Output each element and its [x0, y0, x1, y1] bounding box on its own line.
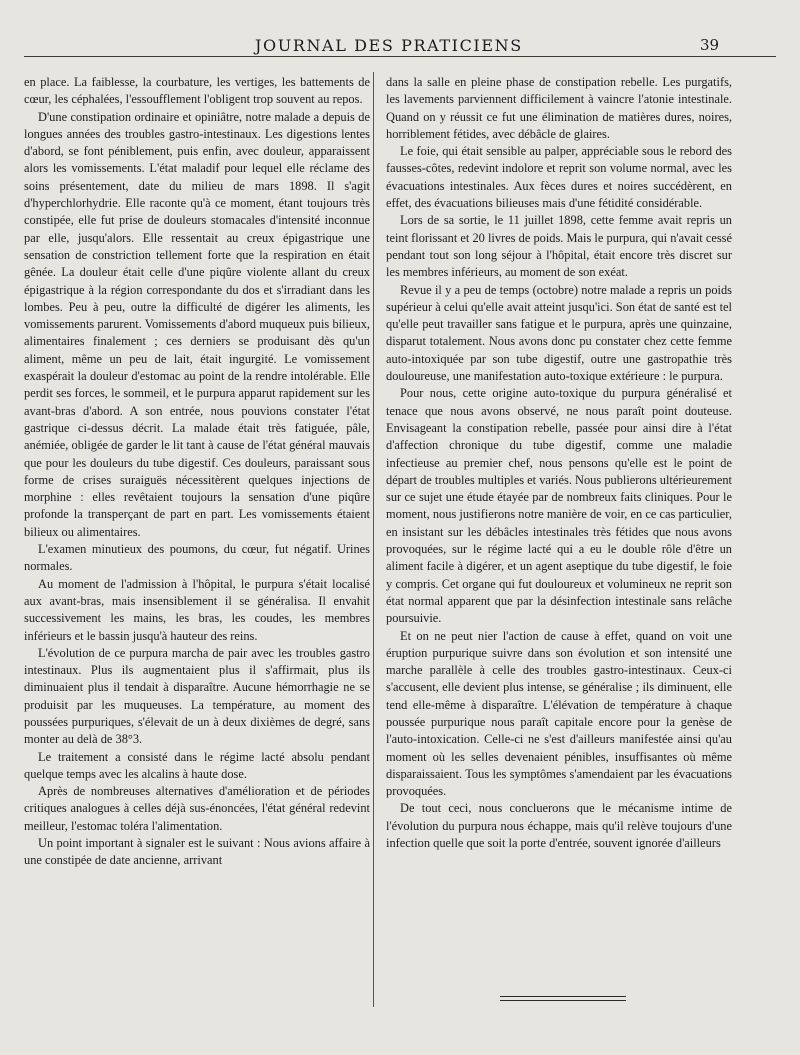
journal-title: JOURNAL DES PRATICIENS: [255, 36, 523, 55]
paragraph: Pour nous, cette origine auto-toxique du purpura généralisé et tenace que nous avons observé, ne nous paraît point douteuse. Envisageant la constipation rebelle, passée pour ainsi dire à l'état d'affection chronique du tube digestif, comme une maladie infectieuse au premier chef, nous pensons qu'elle est le point de départ de troubles multiples et variés. Nous publierons ultérieurement sur ce sujet une étude étayée par de nombreux faits cliniques. Pour le moment, nous justifierons notre manière de voir, en ce cas particulier, en insistant sur les débâcles intestinales très fétides que nous avons provoquées, sur le régime lacté qui a eu le double rôle d'être un aliment facile à digérer, et un agent aseptique du tube digestif, le foie y compris. Cet organe qui fut douloureux et volumineux ne reprit son état normal apparent que par la désinfection intestinale sans relâche poursuivie.: [386, 386, 732, 626]
right-column: [386, 74, 732, 1014]
paragraph: Et on ne peut nier l'action de cause à effet, quand on voit une éruption purpurique suivre dans son évolution et son intensité une marche parallèle à celle des troubles gastro-intestinaux. Ceux-ci s'accusent, elle devient plus intense, se généralise ; ils diminuent, elle tend elle-même à disparaître. L'élévation de température à chaque poussée purpurique nous paraît capitale encore pour la genèse de l'auto-intoxication. Celle-ci ne s'est d'ailleurs manifestée ainsi qu'au moment où les selles devenaient pénibles, insuffisantes où même disparaissaient. Tous les symptômes s'amendaient par les évacuations provoquées.: [386, 628, 732, 799]
paragraph: Le foie, qui était sensible au palper, appréciable sous le rebord des fausses-côtes, redevint indolore et reprit son volume normal, avec les évacuations intestinales. Aux fèces dures et noires succédèrent, en effet, des évacuations bilieuses mais d'une fétidité considérable.: [386, 144, 732, 211]
paragraph: en place. La faiblesse, la courbature, les vertiges, les battements de cœur, les céphalées, l'essoufflement l'obligent trop souvent au repos.: [24, 75, 370, 107]
end-of-article-rule: [500, 996, 626, 1001]
paragraph: Après de nombreuses alternatives d'amélioration et de périodes critiques analogues à celles déjà sus-énoncées, l'état général redevint meilleur, l'estomac toléra l'alimentation.: [24, 784, 370, 833]
paragraph: L'examen minutieux des poumons, du cœur, fut négatif. Urines normales.: [24, 542, 370, 574]
header-rule: [24, 56, 776, 57]
paragraph: dans la salle en pleine phase de constipation rebelle. Les purgatifs, les lavements parviennent difficilement à vaincre l'atonie intestinale. Quand on y réussit ce fut une élimination de matières dures, noires, horriblement fétides, avec débâcle de glaires.: [386, 75, 732, 141]
paragraph: De tout ceci, nous concluerons que le mécanisme intime de l'évolution du purpura nous échappe, mais qu'il relève toujours d'une infection quelle que soit la porte d'entrée, souvent ignorée d'ailleurs: [386, 801, 732, 851]
paragraph: Revue il y a peu de temps (octobre) notre malade a repris un poids supérieur à celui qu'elle avait atteint jusqu'ici. Son état de santé est tel qu'elle peut travailler sans fatigue et le purpura, après une quinzaine, disparut totalement. Nous avons donc pu constater chez cette femme auto-intoxiquée par son tube digestif, outre une gastropathie très douloureuse, une manifestation auto-toxique extérieure : le purpura.: [386, 282, 732, 384]
paragraph: Au moment de l'admission à l'hôpital, le purpura s'était localisé aux avant-bras, mais insensiblement il se généralisa. Il envahit successivement les mains, les bras, les coudes, les membres inférieurs et le bassin jusqu'à hauteur des reins.: [24, 576, 370, 643]
left-column: [24, 74, 370, 1014]
running-header: [0, 30, 800, 56]
paragraph: D'une constipation ordinaire et opiniâtre, notre malade a depuis de longues années des troubles gastro-intestinaux. Les digestions lentes d'abord, se font péniblement, puis enfin, avec douleur, apparaissent alors les vomissements. L'état maladif pour lequel elle réclame des soins présentement, date du milieu de mars 1898. Il s'agit d'hyperchlorhydrie. Elle raconte qu'à ce moment, étant toujours très constipée, elle fut prise de douleurs stomacales d'intensité inconnue par elle, jusqu'alors. Elle ressentait au creux épigastrique une sensation de constriction tellement forte que la respiration en était gênée. La douleur était celle d'une piqûre violente allant du creux épigastrique à la région correspondante du dos et s'irradiant dans les lombes. Peu à peu, outre la difficulté de digérer les aliments, les vomissements parurent. Vomissements d'abord muqueux puis bilieux, alimentaires finalement ; ces derniers se produisant dès qu'un aliment, même un peu de lait, était ingurgité. Le vomissement exaspérait la douleur d'estomac au point de la rendre intolérable. Elle perdit ses forces, le sommeil, et le purpura apparut rapidement sur les avant-bras d'abord. A son entrée, nous pouvions constater l'état gastrique ci-dessus décrit. La malade était très fatiguée, pâle, anémiée, obligée de garder le lit tant à cause de l'état général mauvais que pour les douleurs du tube digestif. Ces douleurs, paraissant sous forme de crises suraiguës nécessitèrent quelques injections de morphine : elles revêtaient toujours la sensation d'une piqûre profonde la transperçant de part en part. Les vomissements étaient bilieux ou alimentaires.: [24, 109, 370, 539]
column-divider: [373, 72, 374, 1007]
paragraph: Un point important à signaler est le suivant : Nous avions affaire à une constipée de date ancienne, arrivant: [24, 836, 370, 868]
page-number: 39: [700, 36, 720, 54]
paragraph: L'évolution de ce purpura marcha de pair avec les troubles gastro intestinaux. Plus ils augmentaient plus il s'affirmait, plus ils diminuaient plus il tendait à disparaître. Aucune hémorrhagie ne se produisit par les muqueuses. La température, au moment des poussées purpuriques, s'élevait de un à deux dixièmes de degré, sans monter au delà de 38°3.: [24, 645, 370, 747]
paragraph: Lors de sa sortie, le 11 juillet 1898, cette femme avait repris un teint florissant et 20 livres de poids. Mais le purpura, qui n'avait cessé pendant tout son long séjour à l'hôpital, était encore très discret sur les membres inférieurs, au moment de son exéat.: [386, 213, 732, 280]
paragraph: Le traitement a consisté dans le régime lacté absolu pendant quelque temps avec les alcalins à haute dose.: [24, 749, 370, 781]
